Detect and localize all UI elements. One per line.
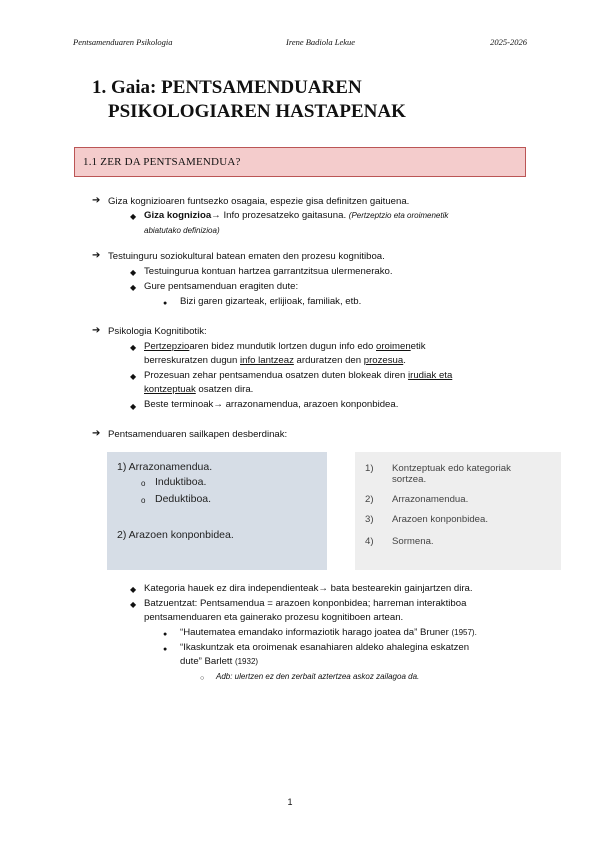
diamond-bullet-icon: ◆ [130,212,137,221]
bullet-3-text: Psikologia Kognitibotik: [108,326,207,337]
arrow-bullet-icon: ➔ [92,325,101,336]
quote-bruner-text: “Hautematea emandako informaziotik harago joatea da” Bruner [180,627,452,638]
bullet-2-sub-2: Gure pentsamenduan eragiten dute: [144,281,299,292]
term-pertzepzio: Pertzepzio [144,341,190,352]
bullet-1-sub-note1: (Pertzeptzio eta oroimenetik [348,211,449,220]
bullet-1-sub-note2: abiatutako definizioa) [144,226,220,235]
page-number: 1 [287,797,293,807]
bullet-1-sub-rest: Info prozesatzeko gaitasuna. [223,210,347,221]
classification-box-left [107,452,327,570]
circle-bullet-icon: ○ [200,675,205,682]
bullet-1-text: Giza kognizioaren funtsezko osagaia, espezie gisa definitzen gaituena. [108,196,410,207]
bullet-3-sub-1-d: arduratzen den [293,355,364,366]
after-item-2-line-1: Batzuentzat: Pentsamendua = arazoen konponbidea; harreman interaktiboa [144,598,467,609]
right-item-1b: sortzea. [392,474,427,485]
bullet-3-sub-1-e: . [403,355,406,366]
term-prozesua: prozesua [363,355,404,366]
left-item-2: 2) Arazoen konponbidea. [117,529,234,541]
arrow-bullet-icon: ➔ [92,250,101,261]
bullet-3-sub-2-a: Prozesuan zehar pentsamendua osatzen duten blokeak diren [144,370,409,381]
diamond-bullet-icon: ◆ [130,343,137,352]
classification-box-right [355,452,561,570]
bullet-1-sub: Giza kognizioa→ Info prozesatzeko gaitasuna. (Pertzeptzio eta oroimenetik [144,210,449,221]
bullet-3-sub-2-b: osatzen dira. [195,384,254,395]
title-line-1: 1. Gaia: PENTSAMENDUAREN [92,77,362,98]
example-note: Adb: ulertzen ez den zerbait aztertzea askoz zailagoa da. [216,672,420,681]
quote-barlett-line-1: “Ikaskuntzak eta oroimenak esanahiaren aldeko ahalegina eskatzen [180,642,470,653]
header-course: Pentsamenduaren Psikologia [73,37,173,47]
page-header [73,37,527,51]
bullet-4-text: Pentsamenduaren sailkapen desberdinak: [108,429,288,440]
dot-bullet-icon: ● [163,300,168,307]
term-irudiak-eta: irudiak eta [408,370,453,381]
quote-bruner [180,626,477,639]
bullet-3-sub-2-line-1 [144,369,452,382]
quote-bruner-year: (1957). [451,628,477,637]
left-item-1a-marker: o [141,479,146,488]
dot-bullet-icon: ● [163,631,168,638]
right-num-2: 2) [365,494,374,505]
bullet-3-sub-3: Beste terminoak→ arrazonamendua, arazoen konponbidea. [144,399,399,410]
bullet-1-sub-bold: Giza kognizioa [144,210,212,221]
bullet-3-sub-1-line-1 [144,340,526,353]
left-item-1b-marker: o [141,496,146,505]
bullet-3-sub-1-a: aren bidez mundutik lortzen dugun info edo [189,341,376,352]
left-item-1a: Induktiboa. [155,476,207,488]
right-num-3: 3) [365,514,374,525]
diamond-bullet-icon: ◆ [130,402,137,411]
section-heading: 1.1 ZER DA PENTSAMENDUA? [83,156,241,168]
bullet-2-text: Testuinguru soziokultural batean ematen den prozesu kognitiboa. [108,251,385,262]
header-year: 2025-2026 [490,37,527,47]
bullet-2-sub-1: Testuingurua kontuan hartzea garrantzitsua ulermenerako. [144,266,393,277]
bullet-3-sub-1-line-2 [144,354,406,367]
left-item-1b: Deduktiboa. [155,493,212,505]
after-item-2-line-2: pentsamenduaren eta gainerako prozesu kognitiboen artean. [144,612,404,623]
diamond-bullet-icon: ◆ [130,585,137,594]
header-author: Irene Badiola Lekue [286,37,356,47]
diamond-bullet-icon: ◆ [130,283,137,292]
page-title [92,76,406,124]
bullet-2-sub-2a: Bizi garen gizarteak, erlijioak, familiak, etb. [180,296,362,307]
bullet-3-sub-2-line-2 [144,383,253,396]
quote-barlett-year: (1932) [234,657,259,666]
section-heading-box [74,147,526,177]
title-line-2: PSIKOLOGIAREN HASTAPENAK [108,101,406,122]
arrow-bullet-icon: ➔ [92,195,101,206]
quote-barlett-text: dute” Barlett [180,656,235,667]
bullet-3-sub-1-c: berreskuratzen dugun [144,355,240,366]
term-info-lantzeaz: info lantzeaz [240,355,294,366]
bullet-3-sub-1-b: etik [410,341,426,352]
right-item-3: Arazoen konponbidea. [392,514,489,525]
after-item-1: Kategoria hauek ez dira independienteak→ bata bestearekin gainjartzen dira. [144,583,473,594]
right-num-4: 4) [365,536,374,547]
diamond-bullet-icon: ◆ [130,600,137,609]
term-oroimen: oroimen [376,341,411,352]
quote-barlett-line-2 [180,655,258,668]
right-num-1: 1) [365,463,374,474]
left-item-1: 1) Arrazonamendua. [117,461,213,473]
arrow-bullet-icon: ➔ [92,428,101,439]
right-item-4: Sormena. [392,536,434,547]
term-kontzeptuak: kontzeptuak [144,384,196,395]
right-item-1a: Kontzeptuak edo kategoriak [392,463,511,474]
diamond-bullet-icon: ◆ [130,372,137,381]
dot-bullet-icon: ● [163,646,168,653]
right-item-2: Arrazonamendua. [392,494,469,505]
diamond-bullet-icon: ◆ [130,268,137,277]
